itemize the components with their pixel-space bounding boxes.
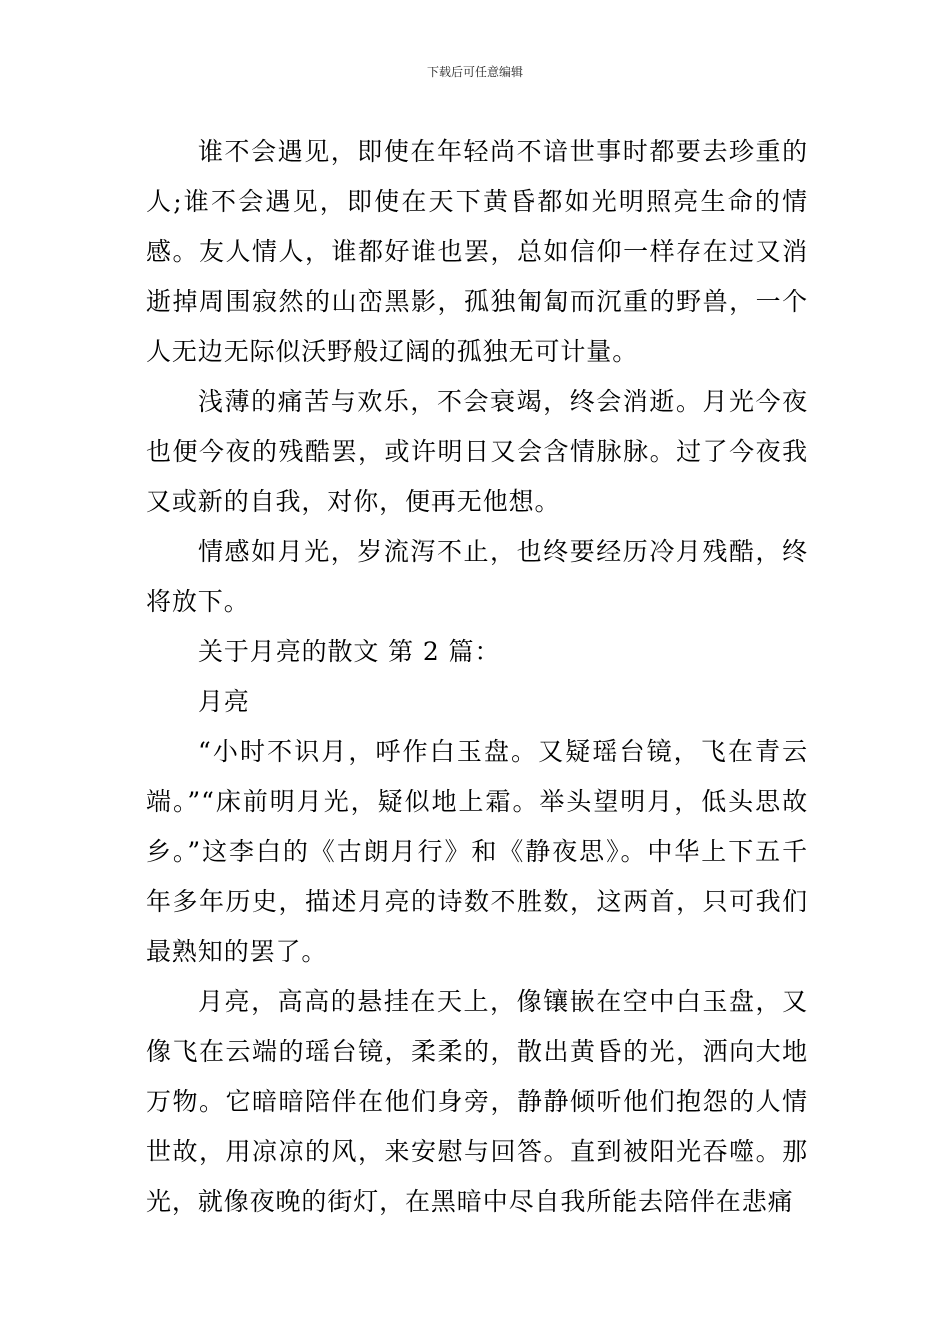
page-header: 下载后可任意编辑 bbox=[426, 65, 523, 79]
paragraph-4: “小时不识月，呼作白玉盘。又疑瑶台镜，飞在青云端。”“床前明月光，疑似地上霜。举头望明月，低头思故乡。”这李白的《古朗月行》和《静夜思》。中华上下五千年多年历史，描述月亮的诗数不胜数，这两首，只可我们最熟知的罢了。 bbox=[146, 737, 808, 966]
paragraph-1: 谁不会遇见，即使在年轻尚不谙世事时都要去珍重的人;谁不会遇见，即使在天下黄昏都如光明照亮生命的情感。友人情人，谁都好谁也罢，总如信仰一样存在过又消逝掉周围寂然的山峦黑影，孤独匍匐而沉重的野兽，一个人无边无际似沃野般辽阔的孤独无可计量。 bbox=[146, 137, 808, 366]
document-body bbox=[146, 127, 808, 1227]
paragraph-2: 浅薄的痛苦与欢乐，不会衰竭，终会消逝。月光今夜也便今夜的残酷罢，或许明日又会含情脉脉。过了今夜我又或新的自我，对你，便再无他想。 bbox=[146, 387, 808, 516]
paragraph-3: 情感如月光，岁流泻不止，也终要经历冷月残酷，终将放下。 bbox=[146, 537, 808, 616]
paragraph-5: 月亮，高高的悬挂在天上，像镶嵌在空中白玉盘，又像飞在云端的瑶台镜，柔柔的，散出黄昏的光，洒向大地万物。它暗暗陪伴在他们身旁，静静倾听他们抱怨的人情世故，用凉凉的风，来安慰与回答。直到被阳光吞噬。那光，就像夜晚的街灯，在黑暗中尽自我所能去陪伴在悲痛 bbox=[146, 987, 808, 1216]
section-heading: 关于月亮的散文 第 2 篇： bbox=[198, 637, 501, 666]
essay-title: 月亮 bbox=[198, 687, 250, 716]
